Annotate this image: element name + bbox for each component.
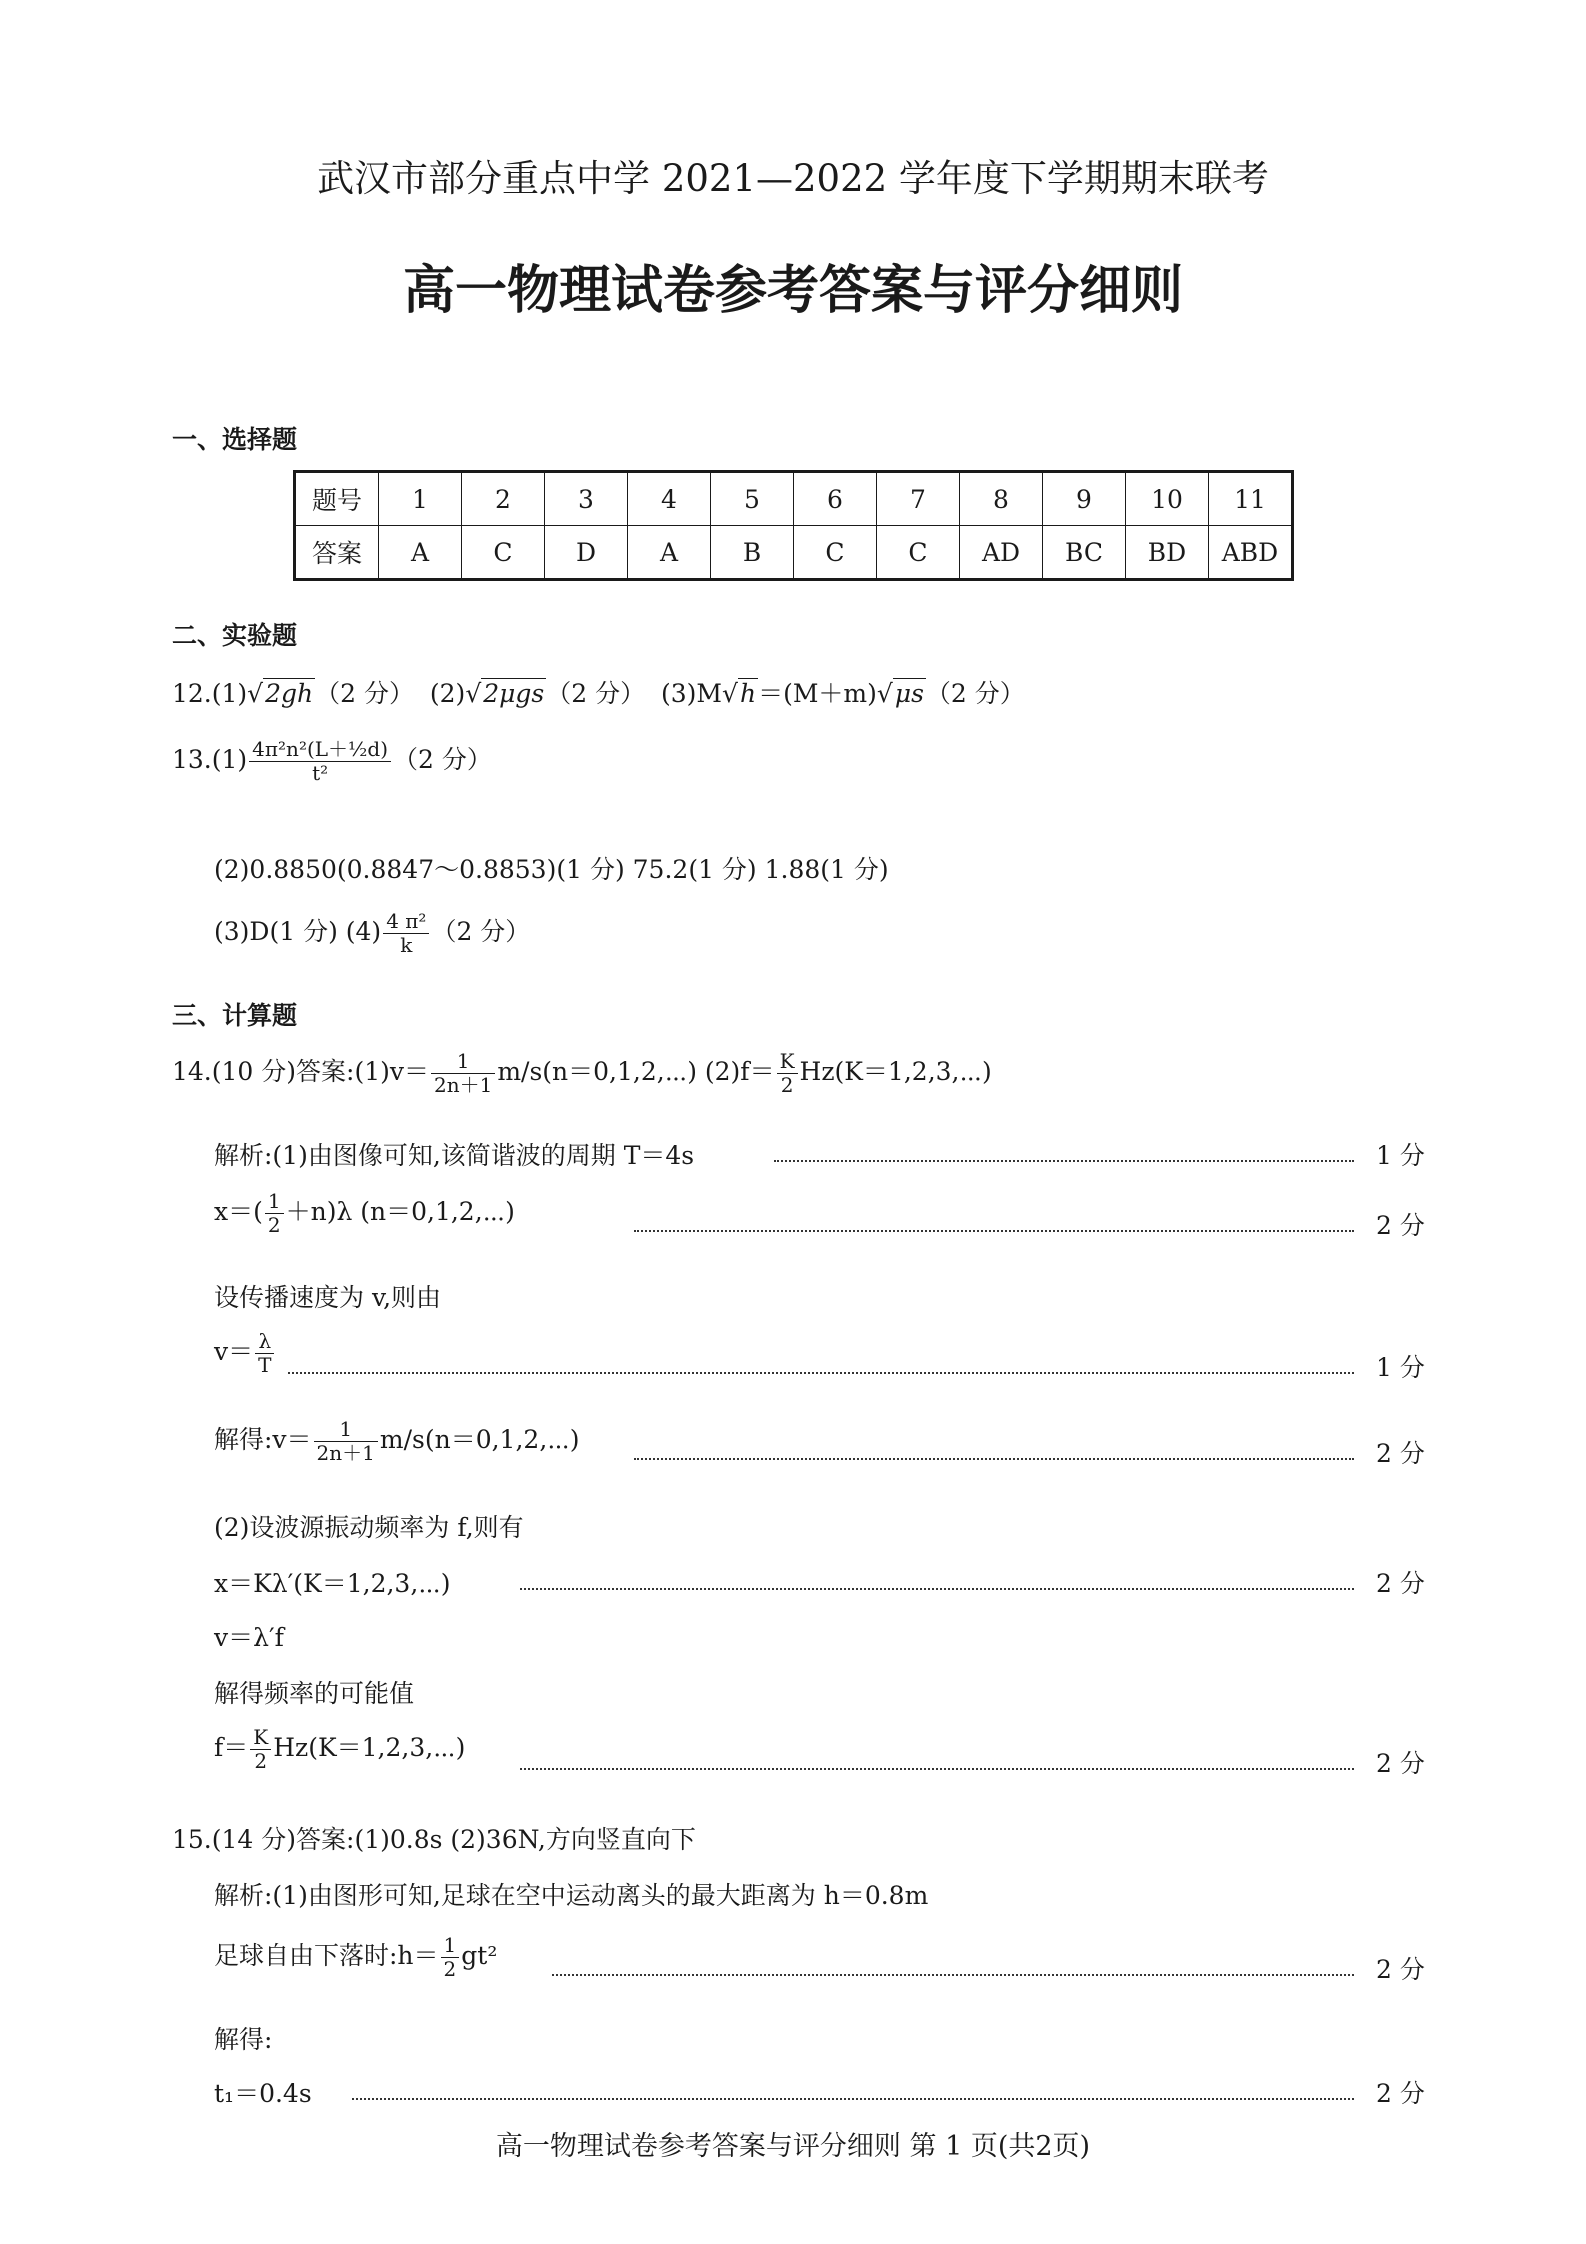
fraction: $\frac{1}{2}$: [441, 1934, 460, 1981]
fraction: $\frac{1}{2n+1}$: [431, 1050, 495, 1097]
score-label: 2 分: [1376, 1749, 1425, 1778]
table-cell: C: [877, 526, 960, 580]
table-cell: 3: [545, 472, 628, 526]
table-cell: 4: [628, 472, 711, 526]
dot-leader: [774, 1160, 1354, 1162]
score-label: 1 分: [1376, 1141, 1425, 1170]
dot-leader: [552, 1974, 1354, 1976]
q14-line6: (2)设波源振动频率为 f,则有: [214, 1513, 524, 1542]
fraction: $\frac{1}{2}$: [265, 1190, 284, 1237]
q15-line2: 足球自由下落时:h＝ $\frac{1}{2}$ gt²: [214, 1933, 498, 1981]
fraction: $\frac{K}{2}$: [250, 1726, 271, 1773]
answer-table: [293, 470, 1294, 581]
page-title: 高一物理试卷参考答案与评分细则: [402, 261, 1183, 321]
score-label: 2 分: [1376, 1955, 1425, 1984]
table-cell: AD: [960, 526, 1043, 580]
table-cell: D: [545, 526, 628, 580]
q14-line8: v＝λ′f: [214, 1623, 284, 1652]
table-cell: A: [379, 526, 462, 580]
fraction: $\frac{\text{4π²n²(L＋½d)}}{\text{t²}}$: [249, 738, 391, 785]
q14-line3: 设传播速度为 v,则由: [214, 1283, 442, 1312]
section-heading-choice: 一、选择题: [172, 425, 298, 454]
score-label: 2 分: [1376, 1569, 1425, 1598]
table-cell: 11: [1209, 472, 1293, 526]
table-cell: 8: [960, 472, 1043, 526]
q15-line4: t₁＝0.4s: [214, 2079, 312, 2108]
table-cell: C: [462, 526, 545, 580]
q14-line1: 解析:(1)由图像可知,该简谐波的周期 T＝4s: [214, 1141, 695, 1170]
table-cell: 5: [711, 472, 794, 526]
table-cell: 题号: [295, 472, 379, 526]
q13-line1: 13.(1) $\frac{\text{4π²n²(L＋½d)}}{\text{t²}}$ （2 分）: [172, 737, 492, 785]
page-footer: 高一物理试卷参考答案与评分细则 第 1 页(共2页): [495, 2131, 1091, 2162]
table-cell: 答案: [295, 526, 379, 580]
score-label: 2 分: [1376, 1439, 1425, 1468]
q13-line3: (3)D(1 分) (4) $\frac{\text{4 π²}}{k}$ （2 分）: [214, 909, 531, 957]
q15-line3: 解得:: [214, 2025, 273, 2054]
score-label: 2 分: [1376, 1211, 1425, 1240]
dot-leader: [352, 2098, 1354, 2100]
dot-leader: [288, 1372, 1354, 1374]
q15-line1: 解析:(1)由图形可知,足球在空中运动离头的最大距离为 h＝0.8m: [214, 1881, 929, 1910]
table-cell: BC: [1043, 526, 1126, 580]
q15-answer-line: 15.(14 分)答案:(1)0.8s (2)36N,方向竖直向下: [172, 1825, 696, 1854]
table-cell: BD: [1126, 526, 1209, 580]
table-cell: C: [794, 526, 877, 580]
table-cell: 2: [462, 472, 545, 526]
table-cell: 9: [1043, 472, 1126, 526]
section-heading-calculation: 三、计算题: [172, 1001, 298, 1030]
dot-leader: [634, 1458, 1354, 1460]
fraction: $\frac{\lambda}{T}$: [255, 1330, 274, 1377]
q14-line7: x＝Kλ′(K＝1,2,3,⋯): [214, 1569, 451, 1598]
fraction: $\frac{\text{4 π²}}{k}$: [383, 910, 429, 957]
score-label: 1 分: [1376, 1353, 1425, 1382]
fraction: $\frac{K}{2}$: [777, 1050, 798, 1097]
dot-leader: [520, 1768, 1354, 1770]
score-label: 2 分: [1376, 2079, 1425, 2108]
table-cell: 1: [379, 472, 462, 526]
table-cell: A: [628, 526, 711, 580]
section-heading-experiment: 二、实验题: [172, 621, 298, 650]
table-row: [295, 472, 1293, 526]
dot-leader: [520, 1588, 1354, 1590]
table-cell: 6: [794, 472, 877, 526]
table-cell: ABD: [1209, 526, 1293, 580]
q14-line2: x＝( $\frac{1}{2}$ ＋n)λ (n＝0,1,2,⋯): [214, 1189, 515, 1237]
table-row: [295, 526, 1293, 580]
q14-line10: f＝ $\frac{K}{2}$ Hz(K＝1,2,3,⋯): [214, 1725, 466, 1773]
q14-line4: v＝ $\frac{\lambda}{T}$: [214, 1330, 276, 1377]
dot-leader: [634, 1230, 1354, 1232]
q12-line: 12.(1)√2gh（2 分） (2)√2μgs（2 分） (3)M√h＝(M＋m)√μs（2 分）: [172, 679, 1025, 708]
exam-subtitle: 武汉市部分重点中学 2021—2022 学年度下学期期末联考: [317, 157, 1269, 200]
fraction: $\frac{1}{2n+1}$: [314, 1418, 378, 1465]
q14-answer-line: 14.(10 分)答案:(1)v＝ $\frac{1}{2n+1}$ m/s(n＝0,1,2,⋯) (2)f＝ $\frac{K}{2}$ Hz(K＝1,2,3,⋯): [172, 1049, 992, 1097]
q14-line9: 解得频率的可能值: [214, 1679, 415, 1708]
q13-line2: (2)0.8850(0.8847～0.8853)(1 分) 75.2(1 分) 1.88(1 分): [214, 855, 889, 884]
table-cell: B: [711, 526, 794, 580]
table-cell: 7: [877, 472, 960, 526]
table-cell: 10: [1126, 472, 1209, 526]
q14-line5: 解得:v＝ $\frac{1}{2n+1}$ m/s(n＝0,1,2,⋯): [214, 1417, 580, 1465]
